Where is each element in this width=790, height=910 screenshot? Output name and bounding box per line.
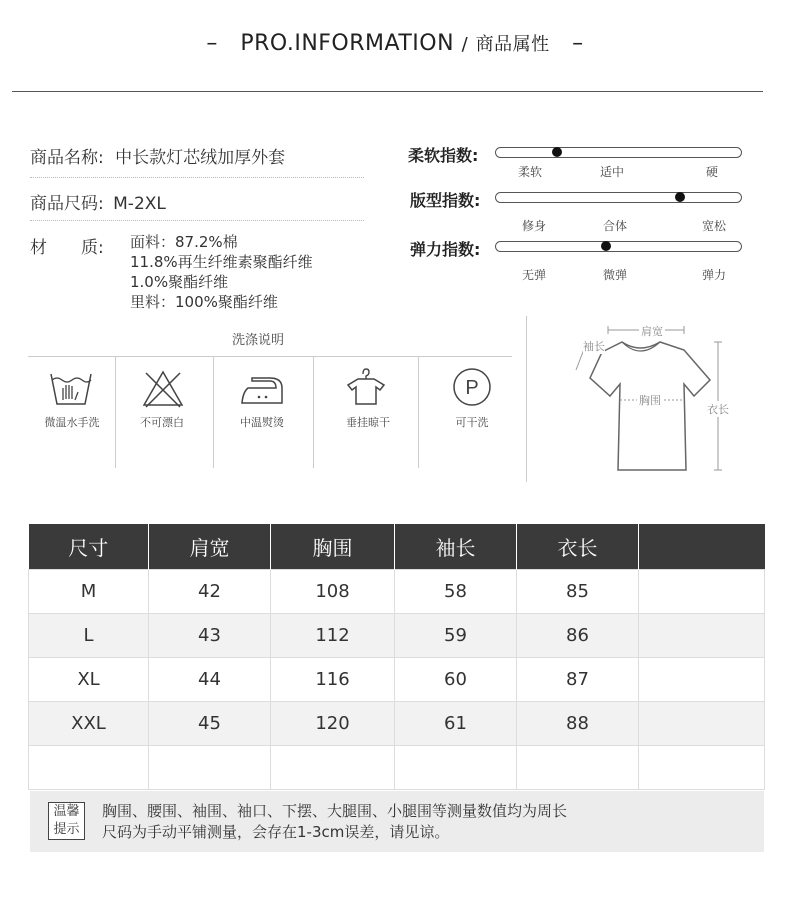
header-dash-right: – [572,31,584,56]
dry-clean-p-icon [450,367,494,407]
table-cell: 85 [517,570,639,614]
product-name-label: 商品名称: [30,148,104,168]
material-line: 里料：100%聚酯纤维 [130,293,278,311]
stretch-index-label: 弹力指数: [410,240,481,259]
notice-line: 胸围、腰围、袖围、袖口、下摆、大腿围、小腿围等测量数值均为周长 [102,802,568,820]
table-cell: 45 [149,702,271,746]
divider-dotted [30,177,364,178]
table-cell: 43 [149,614,271,658]
diagram-shoulder-label: 肩宽 [641,325,663,338]
care-separator [418,356,419,468]
care-label-iron: 中温熨烫 [240,416,284,429]
no-bleach-icon [141,369,185,409]
material-list [130,232,313,312]
hand-wash-icon [49,370,93,410]
table-cell: 44 [149,658,271,702]
table-header-row [29,524,765,570]
product-size-row [30,189,166,214]
table-cell: 116 [271,658,395,702]
diagram-sleeve-label: 袖长 [583,340,605,353]
material-line: 1.0%聚酯纤维 [130,273,229,291]
fit-tick: 宽松 [702,219,727,233]
diagram-chest-label: 胸围 [639,394,661,407]
care-title: 洗涤说明 [232,333,285,348]
material-label: 材 质: [30,238,104,258]
fit-tick: 合体 [603,219,628,233]
table-cell [639,746,765,790]
care-separator [313,356,314,468]
care-label-hang-dry: 垂挂晾干 [346,416,390,429]
care-separator [213,356,214,468]
notice-badge-line: 温馨 [53,804,80,819]
table-cell: 61 [395,702,517,746]
table-cell [517,746,639,790]
table-cell [639,614,765,658]
care-label-no-bleach: 不可漂白 [140,416,184,429]
product-name-row [30,143,285,168]
header-title-cn: 商品属性 [475,34,550,55]
softness-index-label: 柔软指数: [408,146,479,165]
table-cell [271,746,395,790]
fit-tick: 修身 [522,219,547,233]
table-cell: 42 [149,570,271,614]
softness-tick: 柔软 [518,165,543,179]
table-cell: 60 [395,658,517,702]
divider-dotted [30,220,364,221]
section-separator [526,316,527,482]
table-cell: 88 [517,702,639,746]
table-cell [149,746,271,790]
table-cell [639,702,765,746]
stretch-index-knob [601,241,611,251]
table-cell: L [29,614,149,658]
fit-index-knob [675,192,685,202]
stretch-tick: 弹力 [702,268,727,282]
product-name-value: 中长款灯芯绒加厚外套 [115,148,286,168]
table-row [29,702,765,746]
table-cell: 108 [271,570,395,614]
softness-tick: 适中 [600,165,625,179]
softness-index-knob [552,147,562,157]
header-dash-left: – [206,31,218,56]
iron-medium-icon [240,370,284,410]
table-cell [395,746,517,790]
product-size-value: M-2XL [113,194,166,214]
header-title-en: PRO.INFORMATION [240,31,455,56]
table-cell [639,658,765,702]
fit-index-label: 版型指数: [410,191,481,210]
notice-line: 尺码为手动平铺测量，会存在1-3cm误差，请见谅。 [102,823,450,841]
hang-dry-icon [344,366,388,406]
table-row [29,658,765,702]
column-header-chest: 胸围 [271,524,395,570]
product-size-label: 商品尺码: [30,194,104,214]
table-cell [639,570,765,614]
diagram-length-label: 衣长 [707,403,729,416]
table-cell: XXL [29,702,149,746]
table-cell [29,746,149,790]
softness-index-track [495,147,742,158]
table-cell: XL [29,658,149,702]
table-cell: 59 [395,614,517,658]
care-label-dry-clean: 可干洗 [455,416,489,429]
column-header-empty [639,524,765,570]
header-divider [12,91,763,92]
size-table [28,524,765,790]
softness-tick: 硬 [706,165,719,179]
notice-badge [48,802,85,840]
table-row [29,570,765,614]
svg-text:P: P [465,377,479,399]
care-divider [28,356,512,357]
table-cell: M [29,570,149,614]
material-line: 11.8%再生纤维素聚酯纤维 [130,253,313,271]
fit-index-track [495,192,742,203]
stretch-tick: 无弹 [522,268,547,282]
column-header-shoulder: 肩宽 [149,524,271,570]
table-cell: 86 [517,614,639,658]
column-header-length: 衣长 [517,524,639,570]
stretch-tick: 微弹 [603,268,628,282]
stretch-index-track [495,241,742,252]
notice-text [102,801,567,843]
page-header: – PRO.INFORMATION / 商品属性 – [206,31,584,56]
table-row [29,746,765,790]
table-cell: 58 [395,570,517,614]
table-cell: 87 [517,658,639,702]
column-header-size: 尺寸 [29,524,149,570]
table-row [29,614,765,658]
material-line: 面料：87.2%棉 [130,233,238,251]
column-header-sleeve: 袖长 [395,524,517,570]
table-cell: 112 [271,614,395,658]
care-label-hand-wash: 微温水手洗 [44,416,100,429]
measurement-notice [30,791,764,852]
care-separator [115,356,116,468]
notice-badge-line: 提示 [53,822,80,837]
table-cell: 120 [271,702,395,746]
